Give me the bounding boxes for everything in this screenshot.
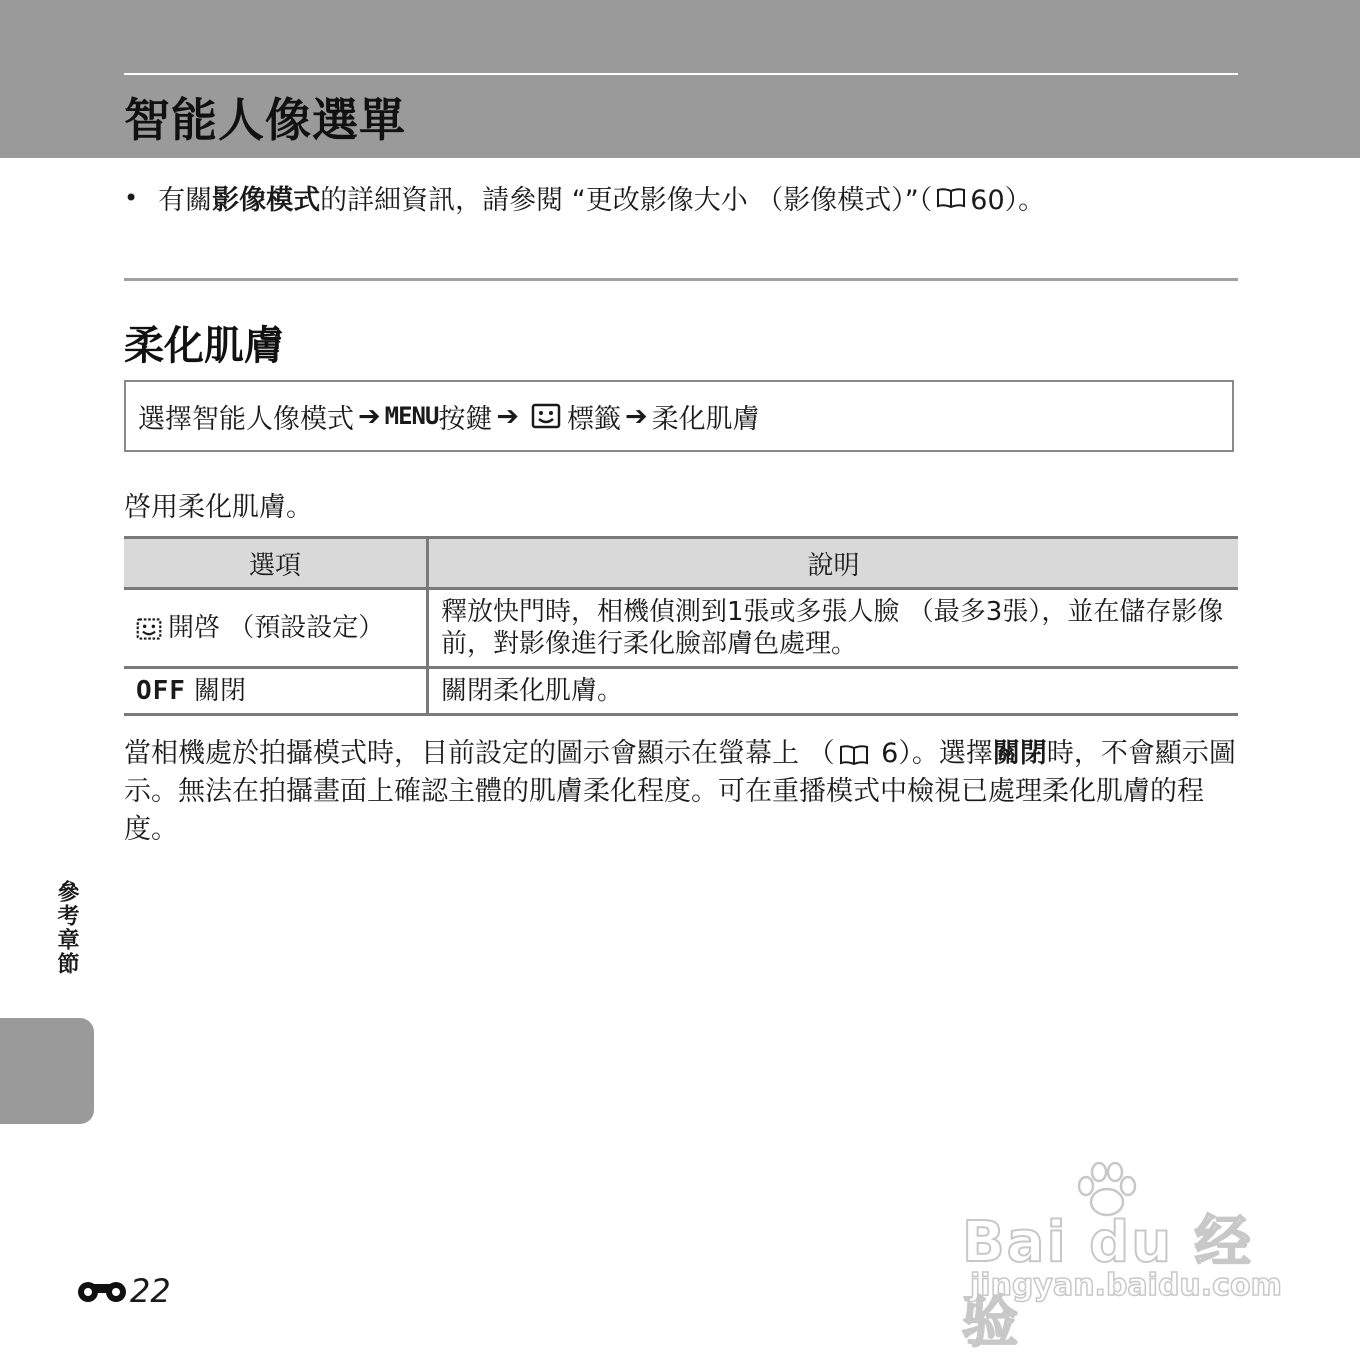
arrow-icon: ➔ xyxy=(625,400,648,432)
section-divider xyxy=(124,278,1238,281)
book-icon xyxy=(839,744,869,766)
menu-path-box xyxy=(124,380,1234,452)
note-part3: 時，不會顯示圖示。無法在拍攝畫面上確認主體的肌膚柔化程度。可在重播模式中檢視已處理柔化肌膚的程度。 xyxy=(124,738,1236,845)
note-part2: 6）。選擇 xyxy=(872,738,993,769)
off-icon: OFF xyxy=(136,676,186,706)
table-header-row xyxy=(124,538,1238,589)
table-cell-description: 釋放快門時，相機偵測到1張或多張人臉 （最多3張），並在儲存影像前，對影像進行柔化臉部膚色處理。 xyxy=(428,589,1239,668)
intro-text: 啓用柔化肌膚。 xyxy=(124,492,313,523)
watermark-url: jingyan.baidu.com xyxy=(970,1268,1282,1303)
bullet-bold: 影像模式 xyxy=(212,185,321,216)
table-cell-option xyxy=(124,668,428,715)
note-paragraph xyxy=(124,735,1238,849)
options-table xyxy=(124,536,1238,716)
menu-path-step2: 按鍵 xyxy=(438,403,493,435)
face-softening-icon xyxy=(136,617,162,641)
face-softening-icon xyxy=(531,403,561,429)
arrow-icon: ➔ xyxy=(496,400,520,432)
bullet-icon: • xyxy=(124,183,139,212)
menu-path-step4: 柔化肌膚 xyxy=(651,403,760,435)
section-title: 柔化肌膚 xyxy=(124,323,284,369)
bullet-middle: 的詳細資訊，請參閱 “更改影像大小 （影像模式）”（ xyxy=(320,185,933,216)
arrow-icon: ➔ xyxy=(358,400,381,432)
binoculars-icon xyxy=(76,1279,128,1303)
table-header-option: 選項 xyxy=(124,538,428,589)
bullet-prefix: 有關 xyxy=(158,185,213,216)
watermark-brand: Bai du 经验 xyxy=(962,1210,1253,1355)
table-cell-option xyxy=(124,589,428,668)
book-icon xyxy=(936,187,966,209)
table-row xyxy=(124,589,1238,668)
option-on-label: 開啓 （預設設定） xyxy=(168,613,385,643)
page-number xyxy=(76,1272,171,1310)
note-bold: 關閉 xyxy=(992,738,1047,769)
menu-button-label: MENU xyxy=(384,402,439,430)
side-tab-label: 參考章節 xyxy=(54,880,79,976)
page-title: 智能人像選單 xyxy=(124,93,406,147)
menu-path-step1: 選擇智能人像模式 xyxy=(138,403,354,435)
menu-path-step3: 標籤 xyxy=(567,403,622,435)
bullet-note xyxy=(124,178,1045,217)
bullet-page-ref: 60）。 xyxy=(970,185,1046,216)
page-number-text: 22 xyxy=(130,1272,171,1310)
table-cell-description: 關閉柔化肌膚。 xyxy=(428,668,1239,715)
option-off-label: 關閉 xyxy=(193,676,246,706)
header-rule xyxy=(124,73,1238,75)
note-part1: 當相機處於拍攝模式時，目前設定的圖示會顯示在螢幕上 （ xyxy=(124,738,835,769)
side-tab xyxy=(0,1018,94,1124)
table-header-description: 說明 xyxy=(428,538,1239,589)
baidu-watermark xyxy=(962,1160,1282,1355)
table-row xyxy=(124,668,1238,715)
